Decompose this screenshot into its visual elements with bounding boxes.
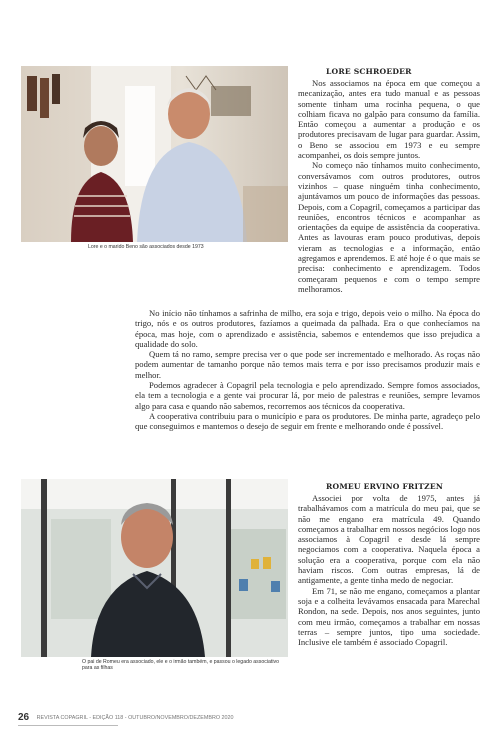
paragraph: Nos associamos na época em que começou a mecanização, antes era tudo manual e as pessoas somente tinham uma rocinha pequena, o que colhiam ficava no galpão para consumo da família. Então começou a aumentar a produção e os produtores precisavam de lugar para guardar. Assim, o Beno se associou em 1973 e eu sempre acompanhei, os dois sempre juntos. (298, 78, 480, 161)
paragraph: No início não tínhamos a safrinha de milho, era soja e trigo, depois veio o milho. Na época do trigo, nós e os outros produtores, fazíamos a queimada da palhada. Era o que conhecíamos na época, mas hoje, com o aprendizado e assistência, sabemos e entendemos que isso prejudica a qualidade do solo. (135, 308, 480, 349)
article-text-column (298, 78, 480, 294)
page-footer (18, 712, 234, 723)
paragraph: Em 71, se não me engano, começamos a plantar soja e a colheita levávamos ensacada para Marechal Rondon, na sede. Depois, nos anos seguintes, junto com meu irmão, começamos a trabalhar em nossas terras – sempre juntos, tipo uma sociedade. Inclusive ele também é associado Copagril. (298, 585, 480, 648)
article-text-full-width (135, 272, 480, 432)
footer-rule (18, 725, 118, 726)
paragraph: Quem tá no ramo, sempre precisa ver o que pode ser incrementado e melhorado. As roças não podem aumentar de tamanho porque não temos mais terra e por isso precisamos produzir mais e melhor. (135, 349, 480, 380)
publication-info: REVISTA COPAGRIL - EDIÇÃO 118 - OUTUBRO/NOVEMBRO/DEZEMBRO 2020 (36, 714, 234, 721)
paragraph: Podemos agradecer à Copagril pela tecnologia e pelo aprendizado. Sempre fomos associados, ela tem a tecnologia e a gente vai procurar lá, por meio de palestras e reuniões, sempre levamos algo para casa e quando não sabemos, recorremos aos técnicos da cooperativa. (135, 380, 480, 411)
photo-caption: O pai de Romeu era associado, ele e o irmão também, e passou o legado associativo para as filhas (82, 659, 279, 671)
page-number: 26 (18, 712, 30, 723)
paragraph: Associei por volta de 1975, antes já trabalhávamos com a matrícula do meu pai, que se não me engano era matrícula 49. Quando começamos a trabalhar em nossos negócios logo nos associamos à Copagril e desde lá sempre negociamos com a cooperativa. Naquela época a solução era a cooperativa, porque com ela não haviam riscos. Com outras empresas, lá de antigamente, a gente tinha medo de negociar. (298, 493, 480, 586)
photo-caption: Lore e o marido Beno são associados desde 1973 (88, 244, 204, 250)
photo-lore-and-beno (21, 66, 288, 242)
article-text-column (298, 493, 480, 647)
section-heading-romeu-ervino-fritzen: ROMEU ERVINO FRITZEN (326, 482, 444, 491)
photo-lore-and-beno-image (21, 66, 288, 242)
paragraph: A cooperativa contribuiu para o município e para os produtores. De minha parte, agradeço pelo que conseguimos e mantemos o desejo de seguir em frente e melhorando onde é possível. (135, 410, 480, 432)
photo-romeu (21, 479, 288, 657)
photo-romeu-image (21, 479, 288, 657)
section-heading-lore-schroeder: LORE SCHROEDER (326, 67, 412, 76)
paragraph: No começo não tínhamos muito conhecimento, conversávamos com outros produtores, outros vizinhos – quase ninguém tinha conhecimento, ajuntávamos um pouco de informações das pessoas. Depois, com a Copagril, começamos a participar das reuniões, encontros técnicos e acompanhar as orientações da equipe de assistência da cooperativa. Antes as lavouras eram pouco produtivas, depois vieram as tecnologias e a informação, então agregamos e aprendemos. E até hoje é o que mais se precisa: conhecimento e aprendizagem. Todos começaram pequenos e com o tempo sempre melhoramos. (298, 160, 480, 294)
